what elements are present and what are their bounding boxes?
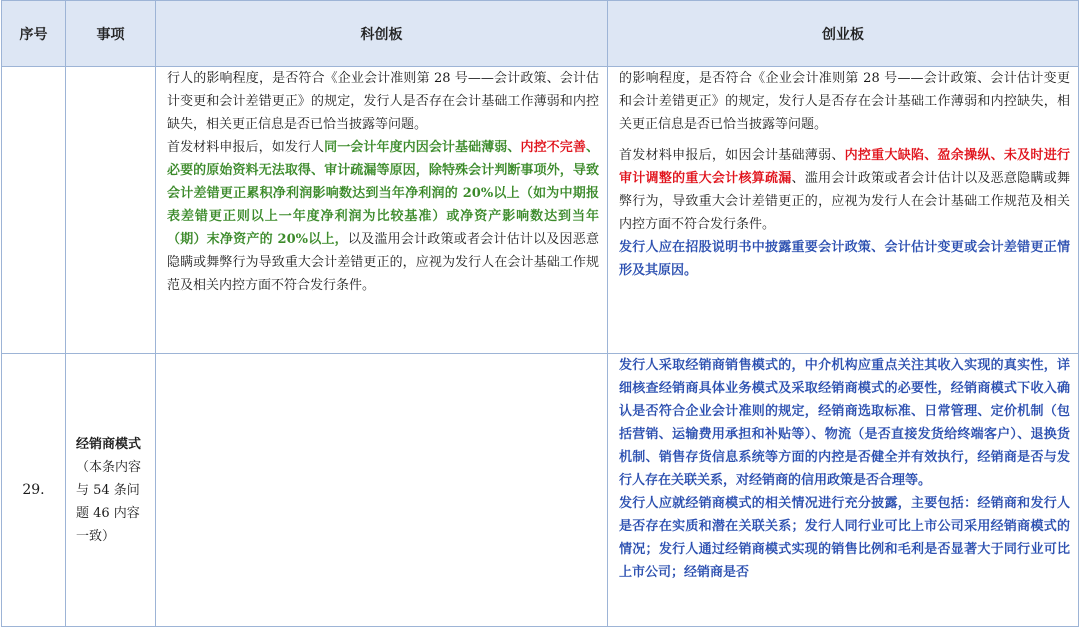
row1-star-p2 bbox=[167, 136, 599, 297]
row2-chinext-cell bbox=[608, 354, 1079, 627]
row2-star-cell bbox=[156, 354, 608, 627]
row2-no-cell: 29. bbox=[2, 354, 66, 627]
text-run: 首发材料申报后，如发行人 bbox=[167, 140, 325, 155]
highlight-green: 因会计基础薄弱、 bbox=[415, 140, 521, 155]
row1-chinext-p2 bbox=[619, 144, 1070, 236]
topic-note: （本条内容与 54 条问题 46 内容一致） bbox=[76, 459, 142, 544]
table-row bbox=[2, 354, 1079, 627]
row1-chinext-p1: 的影响程度，是否符合《企业会计准则第 28 号——会计政策、会计估计变更和会计差错更正》的规定，发行人是否存在会计基础工作薄弱和内控缺失，相关更正信息是否已恰当披露等问题。 bbox=[619, 71, 1070, 132]
table-row bbox=[2, 67, 1079, 354]
highlight-red: 内控不完善 bbox=[520, 140, 586, 155]
highlight-green: 同一会计年度内 bbox=[324, 140, 416, 155]
text-run: 以及滥用会计政策或者会计估计以及因恶意隐瞒或舞弊行为导致重大会计差错更正的，应视为发行人在会计基础工作规范及相关内控方面不符合发行条件。 bbox=[167, 232, 599, 293]
highlight-green: 、必要的原始资料无法取得、审计疏漏等原因，除特殊会计判断事项外，导致会计差错更正累积净利润影响数达到当年净利润的 20%以上（如为中期报表差错更正则以上一年度净利润为比较基准）或净资产影响数达到当年（期）末净资产的 20%以上， bbox=[167, 140, 599, 247]
header-chinext: 创业板 bbox=[608, 1, 1079, 67]
row1-item-cell bbox=[66, 67, 156, 354]
text-run: 、滥用会计政策或者会计估计以及恶意隐瞒或舞弊行为，导致重大会计差错更正的，应视为发行人在会计基础工作规范及相关内控方面不符合发行条件。 bbox=[619, 171, 1070, 232]
row2-chinext-p1: 发行人采取经销商销售模式的，中介机构应重点关注其收入实现的真实性，详细核查经销商具体业务模式及采取经销商模式的必要性，经销商模式下收入确认是否符合企业会计准则的规定，经销商选取标准、日常管理、定价机制（包括营销、运输费用承担和补贴等）、物流（是否直接发货给终端客户）、退换货机制、销售存货信息系统等方面的内控是否健全并有效执行，经销商是否与发行人存在关联关系，对经销商的信用政策是否合理等。 bbox=[619, 358, 1070, 488]
row1-no-cell bbox=[2, 67, 66, 354]
row1-chinext-p3: 发行人应在招股说明书中披露重要会计政策、会计估计变更或会计差错更正情形及其原因。 bbox=[619, 240, 1070, 278]
row1-star-p1: 行人的影响程度，是否符合《企业会计准则第 28 号——会计政策、会计估计变更和会计差错更正》的规定，发行人是否存在会计基础工作薄弱和内控缺失，相关更正信息是否已恰当披露等问题。 bbox=[167, 71, 599, 132]
topic-title: 经销商模式 bbox=[76, 436, 142, 452]
header-star-market: 科创板 bbox=[156, 1, 608, 67]
row2-topic-cell bbox=[66, 354, 156, 627]
row1-chinext-cell bbox=[608, 67, 1079, 354]
header-item: 事项 bbox=[66, 1, 156, 67]
row1-star-cell bbox=[156, 67, 608, 354]
header-no: 序号 bbox=[2, 1, 66, 67]
table-header-row bbox=[2, 1, 1079, 67]
row2-chinext-p2: 发行人应就经销商模式的相关情况进行充分披露，主要包括：经销商和发行人是否存在实质和潜在关联关系；发行人同行业可比上市公司采用经销商模式的情况；发行人通过经销商模式实现的销售比例和毛利是否显著大于同行业可比上市公司；经销商是否 bbox=[619, 496, 1070, 580]
comparison-table bbox=[1, 0, 1079, 627]
text-run: 首发材料申报后，如因会计基础薄弱、 bbox=[619, 148, 845, 163]
highlight-red: 内控重大缺陷、盈余操纵、未及时进行审计调整的重大会计核算疏漏 bbox=[619, 148, 1070, 186]
